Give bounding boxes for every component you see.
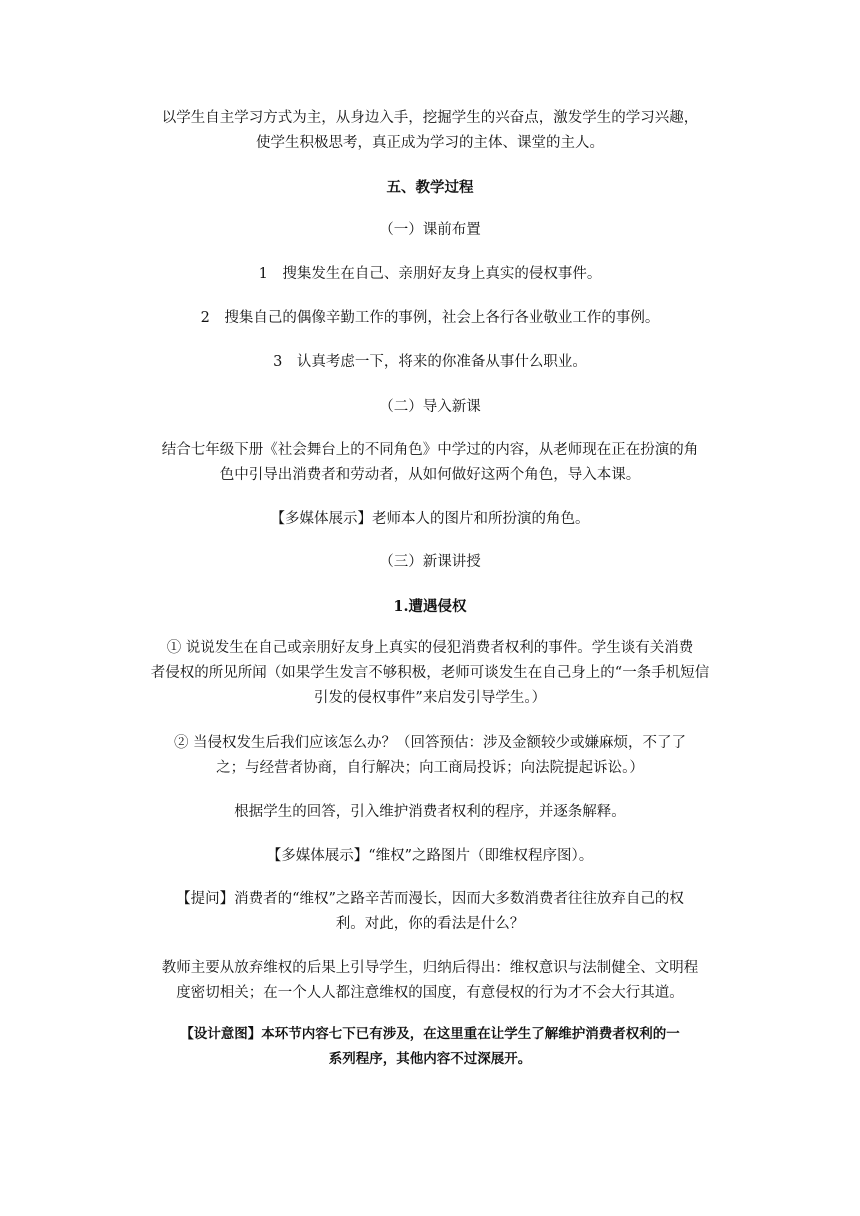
list-item: 3 认真考虑一下，将来的你准备从事什么职业。 [273,354,587,370]
intro-lesson-line-1: 结合七年级下册《社会舞台上的不同角色》中学过的内容，从老师现在正在扮演的角 [161,442,699,458]
design-intent-line-1: 【设计意图】本环节内容七下已有涉及，在这里重在让学生了解维护消费者权利的一 [180,1026,680,1042]
teacher-guide-paragraph [132,956,728,1006]
explain-paragraph: 根据学生的回答，引入维护消费者权利的程序，并逐条解释。 [234,804,626,820]
point-1-paragraph [132,636,728,711]
subsection-title-3: （三）新课讲授 [379,554,481,570]
intro-lesson-paragraph [132,438,728,488]
list-item: 1 搜集发生在自己、亲朋好友身上真实的侵权事件。 [258,266,602,282]
subsection-title-2: （二）导入新课 [379,399,481,415]
media-display-1: 【多媒体展示】老师本人的图片和所扮演的角色。 [270,511,590,527]
topic-title: 1.遭遇侵权 [393,598,467,615]
teacher-guide-line-1: 教师主要从放弃维权的后果上引导学生，归纳后得出：维权意识与法制健全、文明程 [161,960,699,976]
intro-line-1: 以学生自主学习方式为主，从身边入手，挖掘学生的兴奋点，激发学生的学习兴趣， [161,110,699,126]
subsection-title-1: （一）课前布置 [379,222,481,238]
intro-paragraph [132,106,728,156]
media-display-2: 【多媒体展示】“维权”之路图片（即维权程序图）。 [266,848,594,864]
question-paragraph [132,887,728,937]
design-intent-paragraph [132,1022,728,1072]
list-item: 2 搜集自己的偶像辛勤工作的事例，社会上各行各业敬业工作的事例。 [200,310,660,326]
section-title: 五、教学过程 [386,179,474,196]
point-2-paragraph [132,731,728,781]
intro-lesson-line-2: 色中引导出消费者和劳动者，从如何做好这两个角色，导入本课。 [219,467,641,483]
point-2-line-1: ② 当侵权发生后我们应该怎么办？（回答预估：涉及金额较少或嫌麻烦，不了了 [173,735,687,751]
teacher-guide-line-2: 度密切相关；在一个人人都注意维权的国度，有意侵权的行为才不会大行其道。 [176,985,684,1001]
intro-line-2: 使学生积极思考，真正成为学习的主体、课堂的主人。 [256,135,604,151]
design-intent-line-2: 系列程序，其他内容不过深展开。 [328,1051,532,1067]
point-1-line-2: 者侵权的所见所闻（如果学生发言不够积极，老师可谈发生在自己身上的“一条手机短信 [150,665,710,681]
point-2-line-2: 之；与经营者协商，自行解决；向工商局投诉；向法院提起诉讼。） [216,760,644,776]
question-line-1: 【提问】消费者的“维权”之路辛苦而漫长，因而大多数消费者往往放弃自己的权 [176,891,684,907]
point-1-line-1: ① 说说发生在自己或亲朋好友身上真实的侵犯消费者权利的事件。学生谈有关消费 [166,640,694,656]
question-line-2: 利。对此，你的看法是什么？ [335,916,525,932]
point-1-line-3: 引发的侵权事件”来启发引导学生。） [313,690,547,706]
